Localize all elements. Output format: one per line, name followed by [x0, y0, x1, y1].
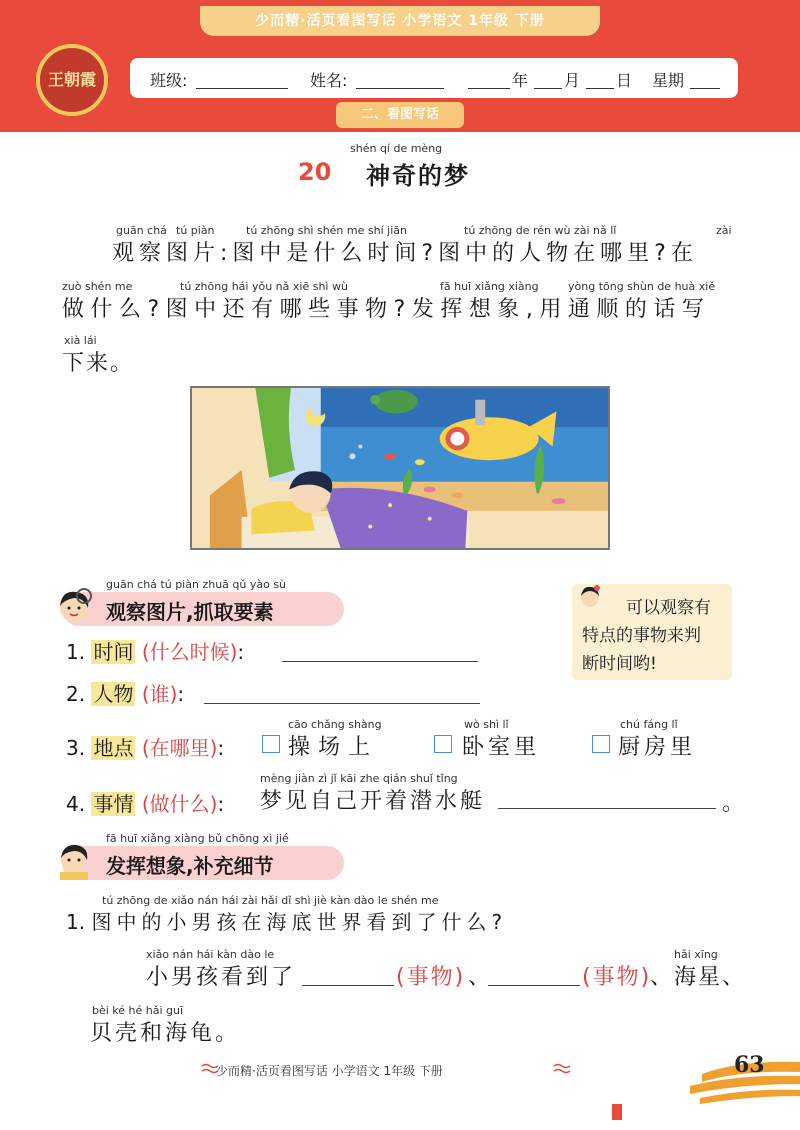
hint: (在哪里) [141, 736, 218, 760]
day-label: 日 [616, 71, 633, 90]
pinyin: wò shì lǐ [464, 718, 509, 731]
answer-starfish: 、海星、 [650, 965, 747, 990]
instruction-line-1: 观察图片:图中是什么时间?图中的人物在哪里?在 [112, 241, 698, 266]
title-pinyin: shén qí de mèng [350, 142, 443, 155]
answer-line-time[interactable] [282, 661, 478, 662]
answer-prefix: 小男孩看到了 [146, 965, 297, 990]
lesson-number: 20 [298, 158, 332, 186]
pinyin: tú piàn [176, 224, 215, 237]
question-number: 2. [66, 682, 86, 706]
question-number: 1. [66, 640, 86, 664]
pinyin: cāo chǎng shàng [288, 718, 382, 731]
tip-line-2: 特点的事物来判 [582, 626, 701, 646]
footer-title: 少而精·活页看图写话 小学语文 1年级 下册 [216, 1064, 443, 1078]
pinyin: yòng tōng shùn de huà xiě [568, 280, 716, 293]
answer-line-person[interactable] [204, 703, 480, 704]
instruction-line-3: 下来。 [62, 351, 135, 376]
hint-thing-1: (事物) [396, 965, 466, 990]
year-label: 年 [512, 71, 529, 90]
answer-line-thing-2[interactable] [488, 985, 580, 986]
hint: (做什么) [141, 792, 218, 816]
pinyin: zài [716, 224, 732, 237]
section-tab: 二、看图写话 [336, 102, 464, 128]
pinyin: zuò shén me [62, 280, 133, 293]
section-observe-pinyin: guān chá tú piàn zhuā qǔ yào sù [106, 578, 287, 591]
question-number: 1. [66, 910, 86, 934]
class-label: 班级: [150, 71, 188, 90]
tip-line-3: 断时间哟! [582, 654, 657, 674]
name-label: 姓名: [310, 71, 348, 90]
pinyin: xià lái [64, 334, 97, 347]
section-observe-title: 观察图片,抓取要素 [106, 600, 274, 624]
question-text: 图中的小男孩在海底世界看到了什么? [91, 910, 508, 934]
key-tag: 人物 [93, 682, 134, 706]
pinyin: hǎi xīng [674, 948, 718, 961]
checkbox-playground[interactable] [262, 735, 280, 753]
class-field[interactable] [196, 88, 288, 89]
page-number: 63 [734, 1052, 765, 1078]
question-person: 2. 人物 (谁): [66, 682, 185, 706]
key-tag: 事情 [93, 792, 134, 816]
pinyin: tú zhōng de xiǎo nán hái zài hǎi dǐ shì jiè kàn dào le shén me [102, 894, 439, 907]
girl-tip-icon [578, 584, 602, 610]
name-field[interactable] [356, 88, 444, 89]
section-imagine-header [62, 832, 344, 880]
key-tag: 地点 [93, 736, 134, 760]
event-text: 梦见自己开着潜水艇 [260, 789, 486, 814]
answer-line-thing-1[interactable] [302, 985, 394, 986]
month-label: 月 [564, 71, 581, 90]
pinyin: chú fáng lǐ [620, 718, 678, 731]
tip-line-1: 可以观察有 [626, 598, 711, 618]
pinyin: bèi ké hé hǎi guī [92, 1004, 184, 1017]
day-field[interactable] [586, 88, 614, 89]
pinyin: tú zhōng shì shén me shí jiān [246, 224, 407, 237]
hint: (谁) [141, 682, 178, 706]
section-imagine-pinyin: fā huī xiǎng xiàng bǔ chōng xì jié [106, 832, 289, 845]
pinyin: xiǎo nán hái kàn dào le [146, 948, 275, 961]
separator: 、 [468, 965, 493, 990]
section-imagine-title: 发挥想象,补充细节 [106, 854, 274, 878]
hint-thing-2: (事物) [582, 965, 652, 990]
weekday-label: 星期 [652, 71, 685, 90]
question-see [66, 906, 507, 935]
pinyin: tú zhōng hái yǒu nǎ xiē shì wù [180, 280, 348, 293]
checkbox-kitchen[interactable] [592, 735, 610, 753]
instruction-line-2: 做什么?图中还有哪些事物?发挥想象,用通顺的话写 [62, 297, 711, 322]
option-kitchen: 厨房里 [618, 735, 697, 760]
tip-box [572, 584, 732, 680]
girl-reading-icon [54, 840, 94, 884]
pinyin: fā huī xiǎng xiàng [440, 280, 539, 293]
option-bedroom: 卧室里 [462, 735, 541, 760]
question-number: 3. [66, 736, 86, 760]
series-title: 少而精·活页看图写话 小学语文 1年级 下册 [200, 6, 600, 36]
question-place: 3. 地点 (在哪里): [66, 736, 225, 760]
pinyin: guān chá [116, 224, 167, 237]
key-tag: 时间 [93, 640, 134, 664]
question-number: 4. [66, 792, 86, 816]
weekday-field[interactable] [690, 88, 720, 89]
answer-shell-turtle: 贝壳和海龟。 [90, 1021, 241, 1046]
hint: (什么时候) [141, 640, 238, 664]
section-observe-header [62, 578, 344, 626]
checkbox-bedroom[interactable] [434, 735, 452, 753]
student-info-bar [130, 58, 738, 98]
period: 。 [722, 791, 747, 816]
option-playground: 操场上 [288, 735, 379, 760]
year-field[interactable] [468, 88, 510, 89]
brand-logo: 王朝霞 [36, 44, 108, 116]
illustration-dream [190, 386, 610, 550]
pinyin: tú zhōng de rén wù zài nǎ lǐ [464, 224, 617, 237]
answer-line-event[interactable] [498, 808, 716, 809]
girl-magnifier-icon [54, 586, 94, 630]
pinyin: mèng jiàn zì jǐ kāi zhe qián shuǐ tǐng [260, 772, 458, 785]
question-time: 1. 时间 (什么时候): [66, 640, 245, 664]
question-event: 4. 事情 (做什么): [66, 792, 225, 816]
month-field[interactable] [534, 88, 562, 89]
lesson-title: 神奇的梦 [366, 162, 470, 190]
